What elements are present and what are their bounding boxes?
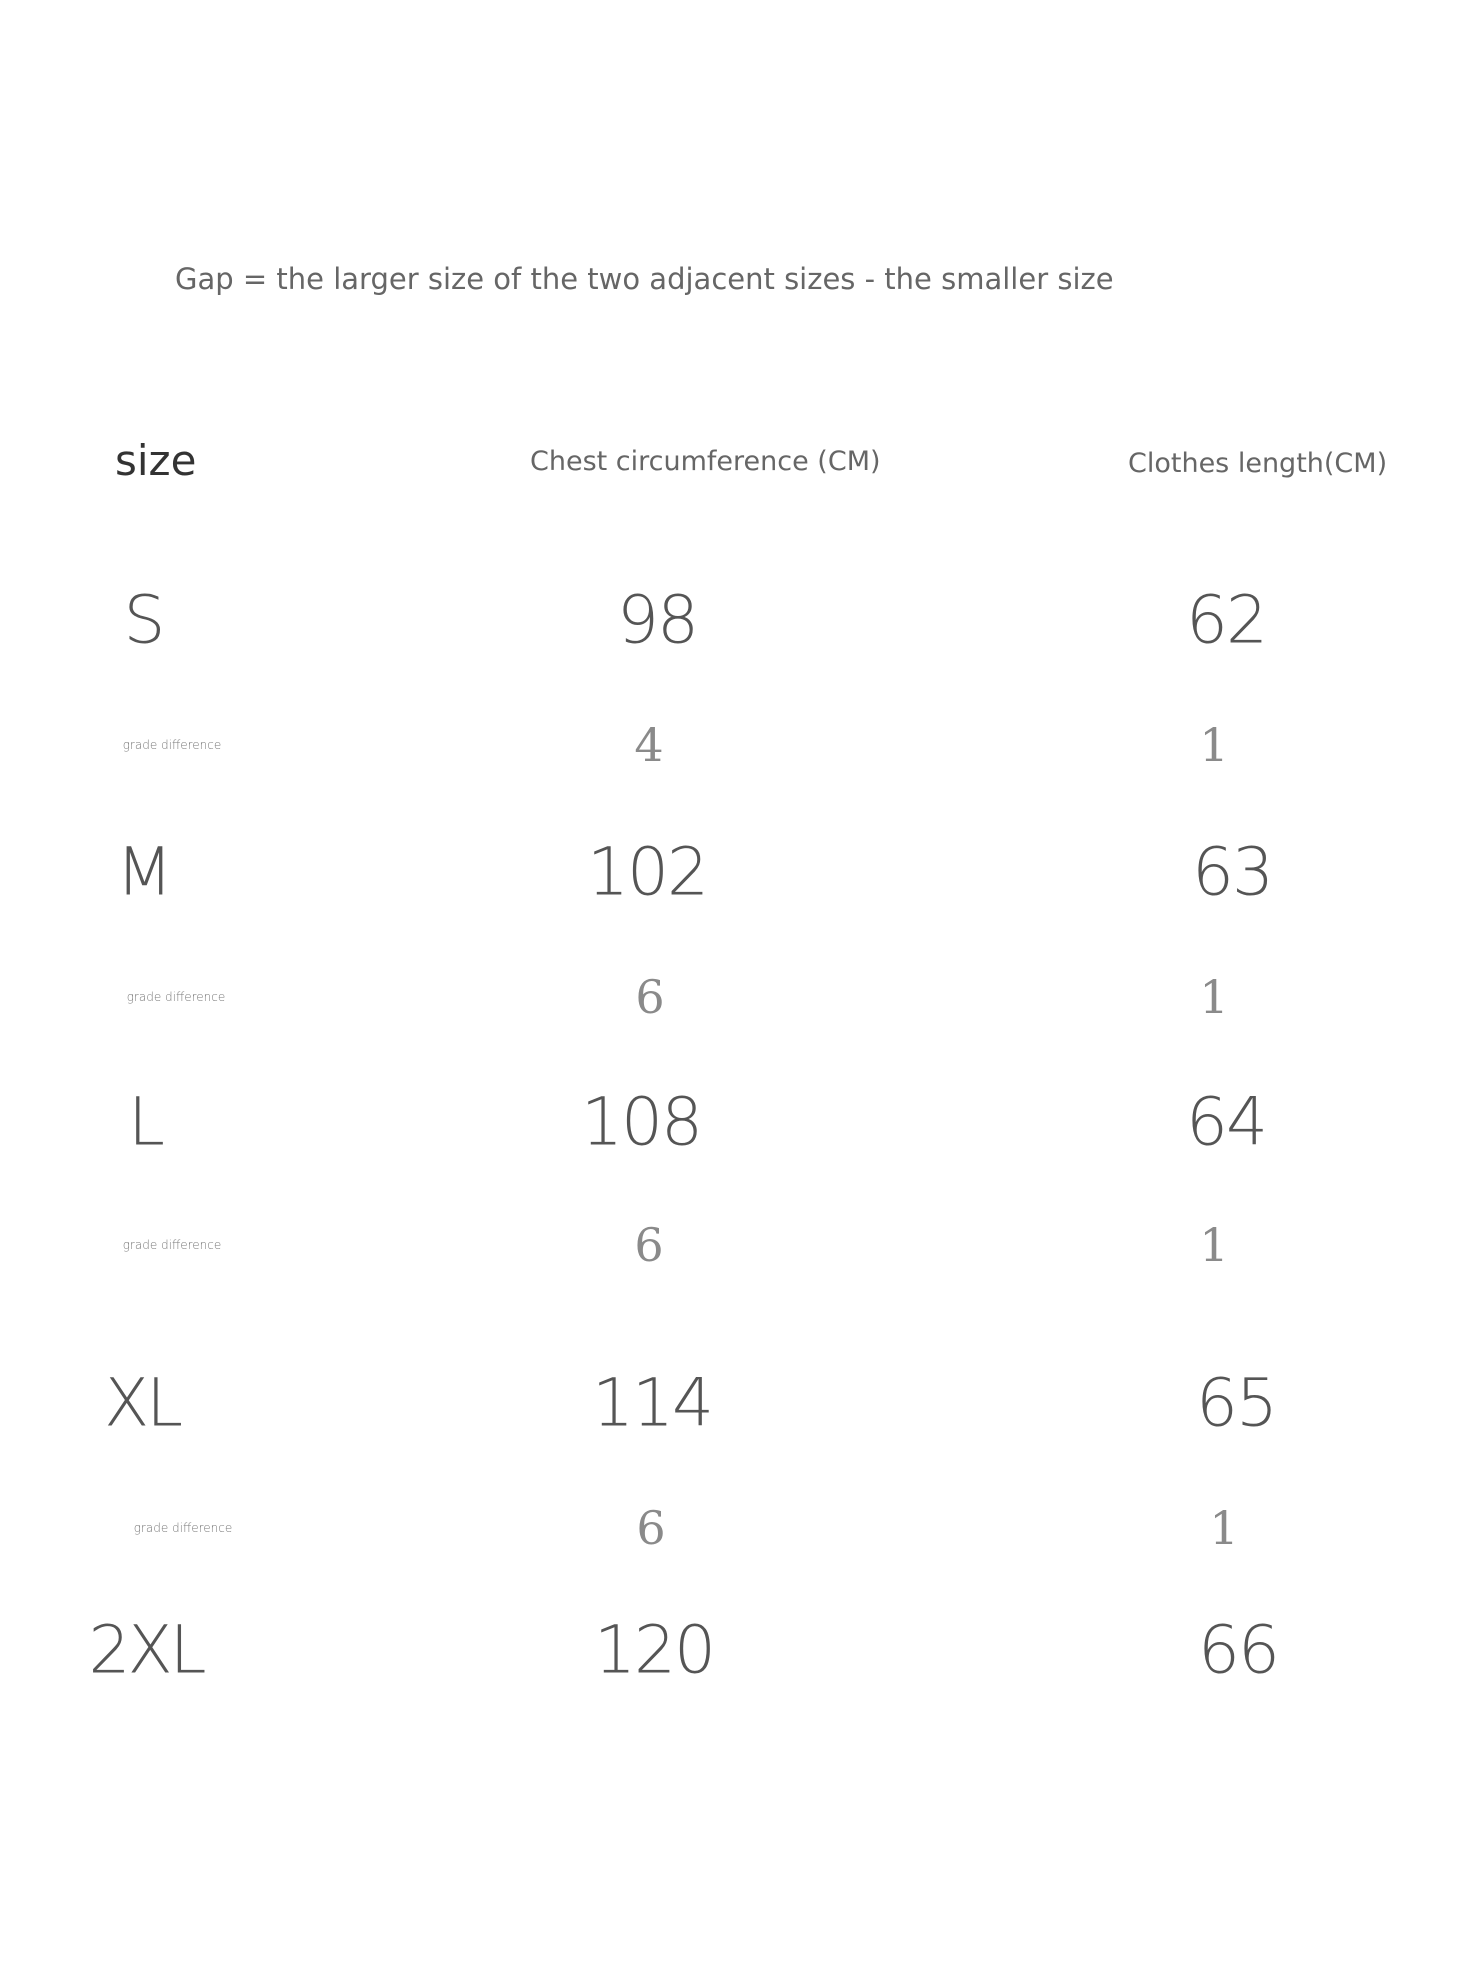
- chest-difference: 4: [634, 718, 664, 772]
- length-difference: 1: [1199, 970, 1229, 1024]
- length-difference: 1: [1209, 1501, 1239, 1555]
- grade-difference-label: grade difference: [133, 1521, 233, 1535]
- length-value: 66: [1198, 1611, 1278, 1689]
- size-label: M: [116, 833, 170, 911]
- size-label: 2XL: [88, 1611, 204, 1689]
- size-row-2xl: [0, 1611, 1482, 1689]
- grade-diff-row: [0, 1501, 1482, 1555]
- grade-difference-label: grade difference: [126, 990, 226, 1004]
- length-value: 63: [1192, 833, 1272, 911]
- header-size: size: [115, 436, 197, 485]
- size-row-s: [0, 581, 1482, 659]
- length-difference: 1: [1199, 718, 1229, 772]
- header-chest-circumference: Chest circumference (CM): [530, 446, 881, 477]
- header-clothes-length: Clothes length(CM): [1128, 448, 1388, 479]
- chest-difference: 6: [634, 1218, 664, 1272]
- size-label: XL: [104, 1364, 180, 1442]
- gap-formula-note: Gap = the larger size of the two adjacent sizes - the smaller size: [175, 262, 1114, 296]
- size-label: S: [123, 581, 163, 659]
- grade-diff-row: [0, 970, 1482, 1024]
- size-row-m: [0, 833, 1482, 911]
- length-value: 64: [1186, 1083, 1266, 1161]
- chest-value: 98: [617, 581, 697, 659]
- chest-value: 114: [592, 1364, 712, 1442]
- grade-diff-row: [0, 718, 1482, 772]
- length-value: 62: [1186, 581, 1266, 659]
- grade-difference-label: grade difference: [122, 1238, 222, 1252]
- chest-difference: 6: [636, 1501, 666, 1555]
- grade-diff-row: [0, 1218, 1482, 1272]
- size-row-xl: [0, 1364, 1482, 1442]
- chest-value: 108: [581, 1083, 701, 1161]
- chest-value: 102: [587, 833, 707, 911]
- size-row-l: [0, 1083, 1482, 1161]
- size-label: L: [128, 1083, 162, 1161]
- chest-value: 120: [594, 1611, 714, 1689]
- chest-difference: 6: [635, 970, 665, 1024]
- length-value: 65: [1196, 1364, 1276, 1442]
- length-difference: 1: [1199, 1218, 1229, 1272]
- grade-difference-label: grade difference: [122, 738, 222, 752]
